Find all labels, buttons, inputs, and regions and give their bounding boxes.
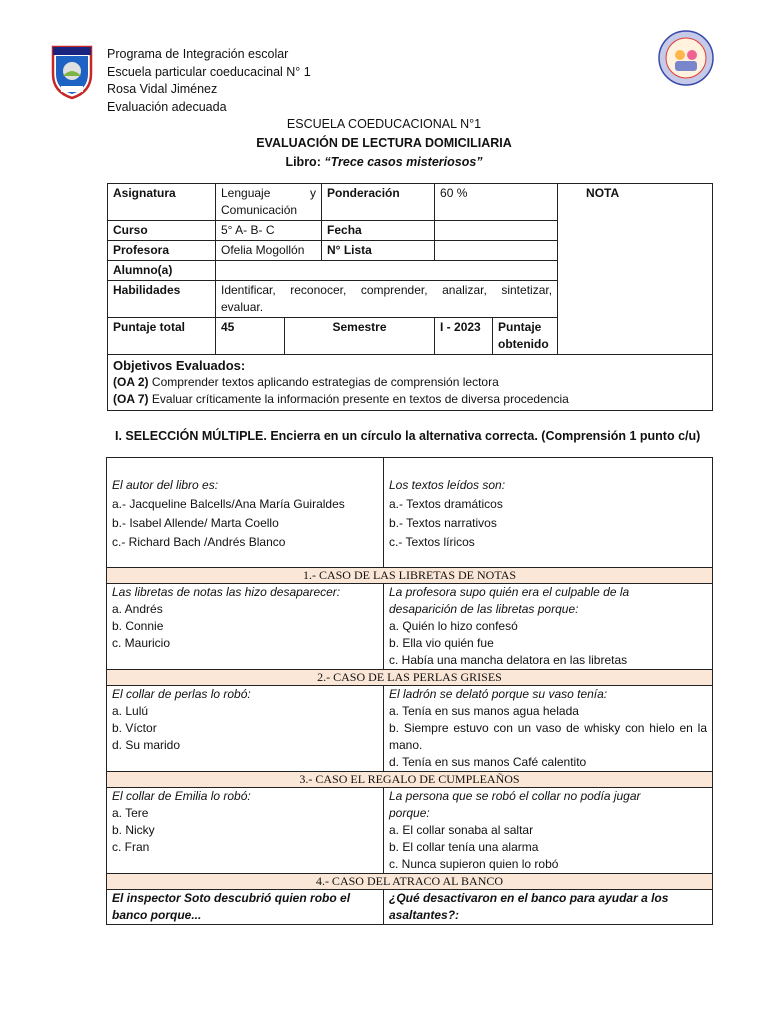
habilidades-value: Identificar, reconocer, comprender, analizar, sintetizar, evaluar. — [216, 281, 558, 318]
header-line: Programa de Integración escolar — [107, 47, 289, 61]
asignatura-value: Lenguaje y Comunicación — [216, 184, 322, 221]
asignatura-label: Asignatura — [108, 184, 216, 221]
header-line: Rosa Vidal Jiménez — [107, 82, 218, 96]
lista-label: N° Lista — [322, 241, 435, 261]
option[interactable]: a. Tere — [112, 806, 149, 820]
option[interactable]: a. Lulú — [112, 704, 149, 718]
puntaje-total-label: Puntaje total — [108, 318, 216, 355]
option[interactable]: b.- Textos narrativos — [389, 516, 497, 530]
case-1-header: 1.- CASO DE LAS LIBRETAS DE NOTAS — [107, 568, 713, 584]
oa2-line: (OA 2) Comprender textos aplicando estrategias de comprensión lectora — [113, 375, 499, 389]
header-line: Evaluación adecuada — [107, 99, 227, 114]
option-continuation: mano. — [389, 738, 423, 752]
objetivos-cell — [108, 355, 713, 411]
semestre-value: I - 2023 — [435, 318, 493, 355]
case-2-right-question: El ladrón se delató porque su vaso tenía: a. Tenía en sus manos agua helada b. Siempre estuvo con un vaso de whisky con hielo en la mano. d. Tenía en sus manos Café calentito — [384, 686, 713, 772]
nota-cell: NOTA — [558, 184, 713, 355]
fecha-label: Fecha — [322, 221, 435, 241]
intro-left-question: El autor del libro es: a.- Jacqueline Balcells/Ana María Guiraldes b.- Isabel Allende/ Marta Coello c.- Richard Bach /Andrés Blanco — [107, 458, 384, 568]
option[interactable]: c. Fran — [112, 840, 150, 854]
option[interactable]: a. Quién lo hizo confesó — [389, 619, 518, 633]
case-2-header: 2.- CASO DE LAS PERLAS GRISES — [107, 670, 713, 686]
alumno-field[interactable] — [216, 261, 558, 281]
case-2-left-question: El collar de perlas lo robó: a. Lulú b. Víctor d. Su marido — [107, 686, 384, 772]
option[interactable]: d. Su marido — [112, 738, 181, 752]
option[interactable]: a. Tenía en sus manos agua helada — [389, 704, 579, 718]
option[interactable]: c.- Richard Bach /Andrés Blanco — [112, 535, 286, 549]
option[interactable]: b. El collar tenía una alarma — [389, 840, 539, 854]
quiz-table — [106, 457, 713, 925]
curso-label: Curso — [108, 221, 216, 241]
case-4-left-question: El inspector Soto descubrió quien robo el banco porque... — [107, 890, 384, 925]
oa7-line: (OA 7) Evaluar críticamente la información presente en textos de diversa procedencia — [113, 392, 569, 406]
option[interactable]: d. Tenía en sus manos Café calentito — [389, 755, 587, 769]
case-4-header: 4.- CASO DEL ATRACO AL BANCO — [107, 874, 713, 890]
profesora-value: Ofelia Mogollón — [216, 241, 322, 261]
option[interactable]: b. Nicky — [112, 823, 155, 837]
option[interactable]: a. El collar sonaba al saltar — [389, 823, 534, 837]
case-1-right-question: La profesora supo quién era el culpable de la desaparición de las libretas porque: a. Quién lo hizo confesó b. Ella vio quién fue c. Había una mancha delatora en las libretas — [384, 584, 713, 670]
objetivos-title: Objetivos Evaluados: — [113, 358, 246, 373]
school-title: ESCUELA COEDUCACIONAL N°1 — [286, 117, 482, 131]
puntaje-total-value: 45 — [216, 318, 285, 355]
option[interactable]: a.- Textos dramáticos — [389, 497, 503, 511]
case-4-right-question: ¿Qué desactivaron en el banco para ayudar a los asaltantes?: — [384, 890, 713, 925]
student-info-table — [107, 183, 713, 411]
case-1-left-question: Las libretas de notas las hizo desaparecer: a. Andrés b. Connie c. Mauricio — [107, 584, 384, 670]
option[interactable]: c. Nunca supieron quien lo robó — [389, 857, 559, 871]
option[interactable]: c. Había una mancha delatora en las libretas — [389, 653, 628, 667]
option[interactable]: b. Víctor — [112, 721, 157, 735]
book-title-name: “Trece casos misteriosos” — [324, 155, 483, 169]
option[interactable]: a. Andrés — [112, 602, 163, 616]
section-1-title: I. SELECCIÓN MÚLTIPLE. Encierra en un círculo la alternativa correcta. (Comprensión 1 punto c/u) — [115, 429, 701, 443]
profesora-label: Profesora — [108, 241, 216, 261]
option[interactable]: b. Ella vio quién fue — [389, 636, 494, 650]
option[interactable]: c. Mauricio — [112, 636, 171, 650]
alumno-label: Alumno(a) — [108, 261, 216, 281]
header-line: Escuela particular coeducacinal N° 1 — [107, 64, 311, 79]
evaluation-title: EVALUACIÓN DE LECTURA DOMICILIARIA — [256, 136, 512, 150]
program-badge-logo — [658, 30, 714, 86]
intro-right-question: Los textos leídos son: a.- Textos dramáticos b.- Textos narrativos c.- Textos líricos — [384, 458, 713, 568]
habilidades-label: Habilidades — [108, 281, 216, 318]
option[interactable]: a.- Jacqueline Balcells/Ana María Guiraldes — [112, 497, 345, 511]
case-3-right-question: La persona que se robó el collar no podía jugar porque: a. El collar sonaba al saltar b. El collar tenía una alarma c. Nunca supieron quien lo robó — [384, 788, 713, 874]
school-crest-logo — [50, 44, 94, 100]
option[interactable]: b.- Isabel Allende/ Marta Coello — [112, 516, 279, 530]
curso-value: 5° A- B- C — [216, 221, 322, 241]
ponderacion-value: 60 % — [435, 184, 558, 221]
lista-field[interactable] — [435, 241, 558, 261]
fecha-field[interactable] — [435, 221, 558, 241]
program-header — [107, 46, 311, 116]
case-3-header: 3.- CASO EL REGALO DE CUMPLEAÑOS — [107, 772, 713, 788]
puntaje-obtenido-label: Puntaje obtenido — [493, 318, 558, 355]
case-3-left-question: El collar de Emilia lo robó: a. Tere b. Nicky c. Fran — [107, 788, 384, 874]
option[interactable]: c.- Textos líricos — [389, 535, 475, 549]
option[interactable]: b. Connie — [112, 619, 164, 633]
book-title — [0, 155, 768, 169]
ponderacion-label: Ponderación — [322, 184, 435, 221]
book-title-prefix: Libro: — [285, 155, 325, 169]
semestre-label: Semestre — [285, 318, 435, 355]
option[interactable]: b. Siempre estuvo con un vaso de whisky con hielo en la — [389, 721, 707, 735]
